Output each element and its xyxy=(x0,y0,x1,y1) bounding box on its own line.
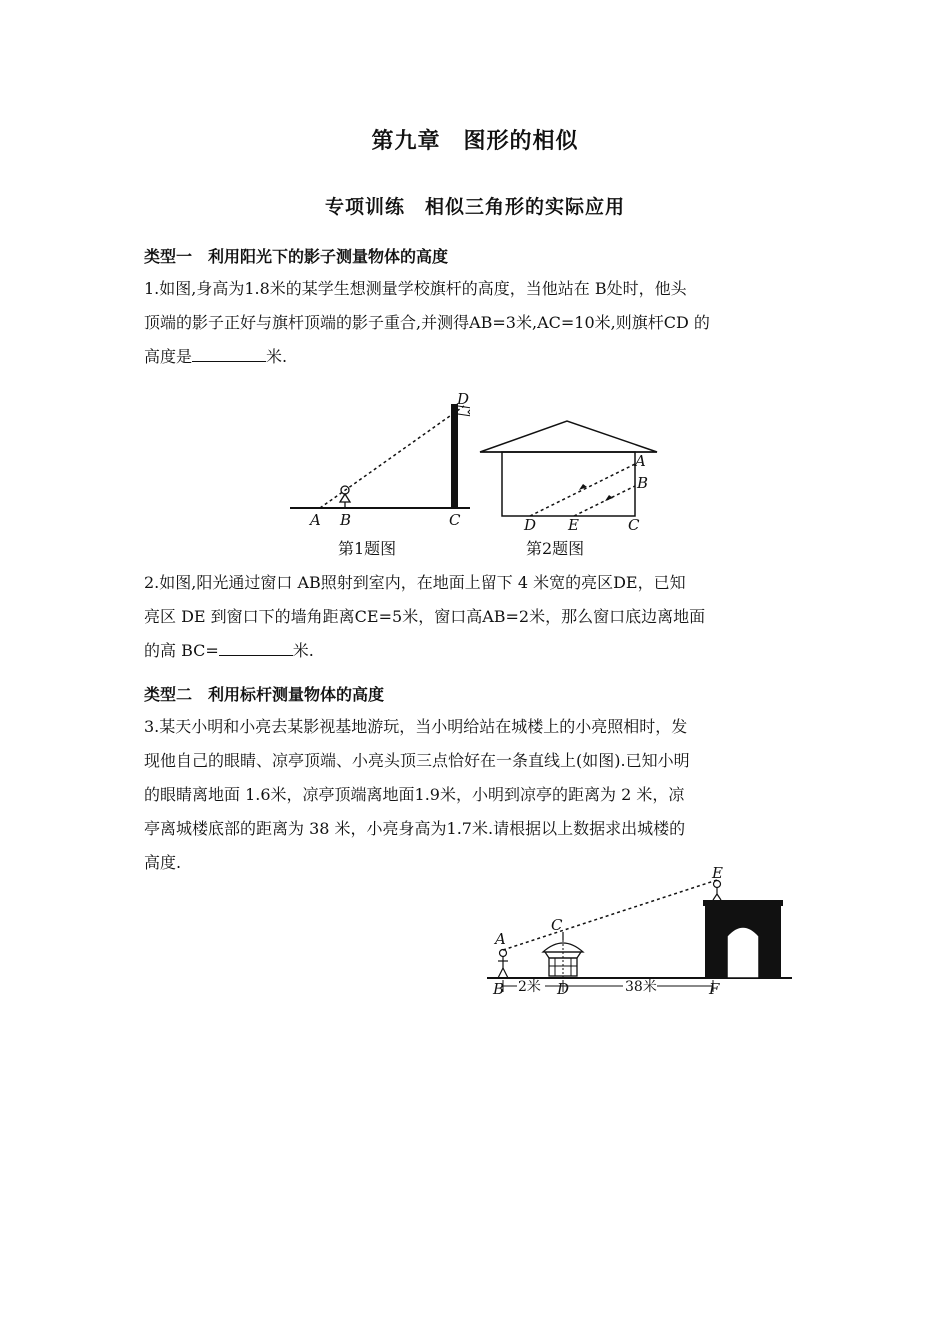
question-1 xyxy=(144,272,809,374)
fig3-city-tower xyxy=(703,900,783,978)
q3-line-5: 高度. xyxy=(144,853,182,872)
fig3-dim-df-label: 38米 xyxy=(625,979,657,995)
fig2-label-a: A xyxy=(635,452,646,470)
fig2-label-d: D xyxy=(524,516,537,534)
fig3-xiaoming xyxy=(498,950,508,979)
fig3-xiaoliang xyxy=(713,881,721,901)
q1-line-3-suffix: 米. xyxy=(266,347,288,366)
fig1-caption: 第1题图 xyxy=(338,539,397,558)
fig3-dim-bd-label: 2米 xyxy=(518,979,541,995)
fig2-label-b: B xyxy=(637,474,649,492)
q3-line-2: 现他自己的眼睛、凉亭顶端、小亮头顶三点恰好在一条直线上(如图).已知小明 xyxy=(144,751,690,770)
question-2 xyxy=(144,566,809,668)
q2-line-2: 亮区 DE 到窗口下的墙角距离CE=5米，窗口高AB=2米，那么窗口底边离地面 xyxy=(144,607,706,626)
fig3-label-b: B xyxy=(493,980,505,998)
fig1-label-a: A xyxy=(310,511,321,529)
q2-line-3 xyxy=(144,634,809,668)
q1-line-3-prefix: 高度是 xyxy=(144,347,193,366)
q3-line-3: 的眼睛离地面 1.6米，凉亭顶端离地面1.9米，小明到凉亭的距离为 2 米，凉 xyxy=(144,785,685,804)
q2-line-1: 2.如图,阳光通过窗口 AB照射到室内，在地面上留下 4 米宽的亮区DE，已知 xyxy=(144,573,686,592)
fig2-label-e: E xyxy=(568,516,579,534)
fig1-label-d: D xyxy=(457,392,470,408)
fig3-label-c: C xyxy=(551,916,563,934)
type-one-heading: 类型一 利用阳光下的影子测量物体的高度 xyxy=(144,247,449,266)
fig3-label-e: E xyxy=(712,864,723,882)
fig1-label-c: C xyxy=(449,511,461,529)
q1-line-1: 1.如图,身高为1.8米的某学生想测量学校旗杆的高度，当他站在 B处时，他头 xyxy=(144,279,687,298)
q2-line-3-prefix: 的高 BC= xyxy=(144,641,219,660)
fig3-label-f: F xyxy=(709,980,720,998)
fig1-student xyxy=(340,486,350,508)
type-two-heading: 类型二 利用标杆测量物体的高度 xyxy=(144,685,385,704)
q2-line-3-suffix: 米. xyxy=(292,641,314,660)
q1-line-3 xyxy=(144,340,809,374)
fig2-ray-be xyxy=(574,486,635,516)
fig2-ray-ad xyxy=(530,464,635,516)
fig2-label-c: C xyxy=(628,516,640,534)
fig3-label-a: A xyxy=(495,930,506,948)
fig3-sight-line xyxy=(503,880,717,950)
figure-3 xyxy=(487,860,797,1012)
answer-blank-1 xyxy=(192,345,266,362)
figure-2 xyxy=(475,414,665,536)
fig1-flagpole xyxy=(451,404,458,509)
question-3 xyxy=(144,710,809,880)
fig2-arrow-2 xyxy=(605,495,613,501)
fig1-label-b: B xyxy=(340,511,352,529)
fig2-caption: 第2题图 xyxy=(526,539,585,558)
fig2-room xyxy=(502,452,635,516)
fig2-roof xyxy=(480,421,657,452)
fig3-pavilion xyxy=(543,932,583,978)
answer-blank-2 xyxy=(219,639,293,656)
q3-line-4: 亭离城楼底部的距离为 38 米，小亮身高为1.7米.请根据以上数据求出城楼的 xyxy=(144,819,686,838)
chapter-title: 第九章 图形的相似 xyxy=(371,129,579,154)
q1-line-2: 顶端的影子正好与旗杆顶端的影子重合,并测得AB=3米,AC=10米,则旗杆CD 的 xyxy=(144,313,710,332)
figure-1 xyxy=(290,392,470,532)
section-subtitle: 专项训练 相似三角形的实际应用 xyxy=(324,196,625,218)
fig3-label-d: D xyxy=(557,980,570,998)
q3-line-1: 3.某天小明和小亮去某影视基地游玩，当小明给站在城楼上的小亮照相时，发 xyxy=(144,717,688,736)
